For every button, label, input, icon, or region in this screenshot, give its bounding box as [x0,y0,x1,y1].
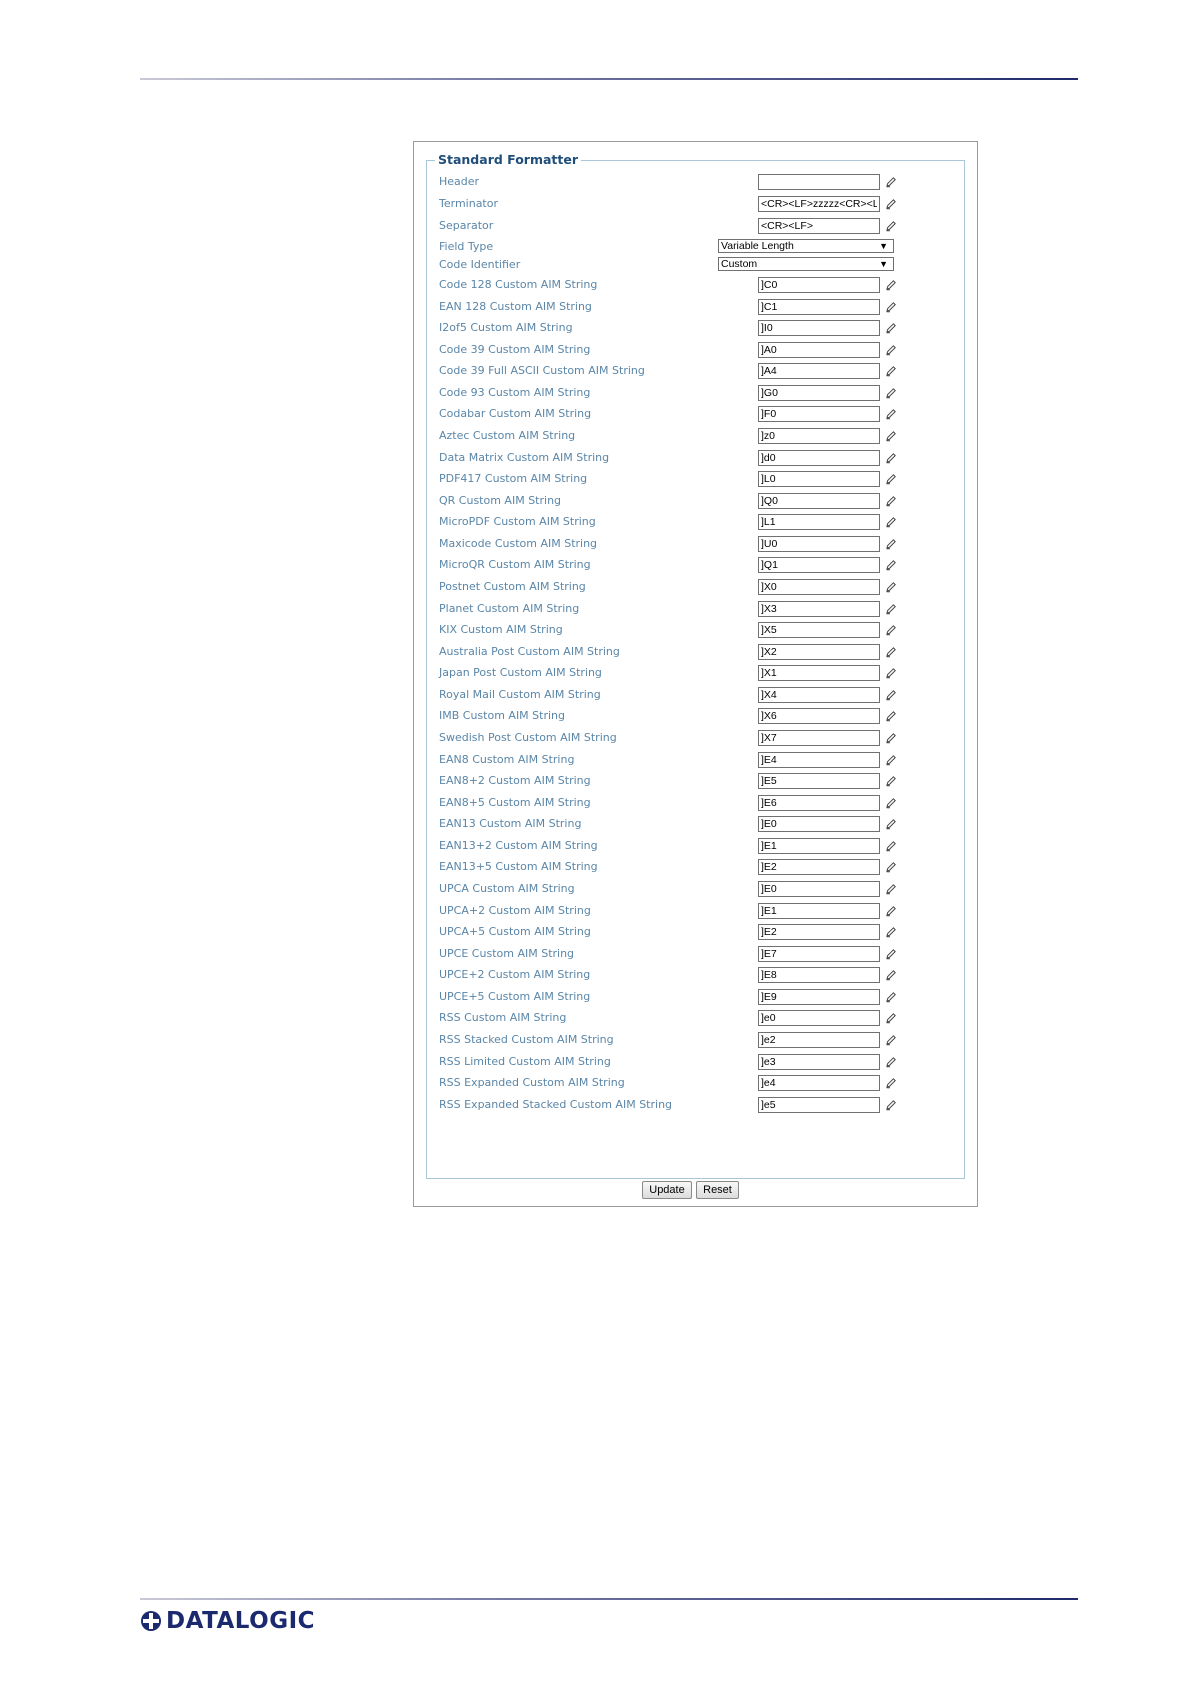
pencil-icon[interactable] [885,1034,897,1046]
aim-string-label: Code 93 Custom AIM String [439,386,591,399]
header-rule [140,78,1078,80]
aim-string-input[interactable] [758,795,880,811]
pencil-icon[interactable] [885,991,897,1003]
aim-string-input[interactable] [758,363,880,379]
aim-string-input[interactable] [758,730,880,746]
pencil-icon[interactable] [885,754,897,766]
aim-string-label: EAN8+2 Custom AIM String [439,774,591,787]
aim-string-label: Codabar Custom AIM String [439,407,592,420]
aim-string-row [427,836,966,856]
aim-string-label: UPCE+5 Custom AIM String [439,990,591,1003]
pencil-icon[interactable] [885,279,897,291]
aim-string-row [427,642,966,662]
aim-string-row [427,491,966,511]
aim-string-label: RSS Custom AIM String [439,1011,567,1024]
triangle-down-icon: ▼ [879,259,888,269]
pencil-icon[interactable] [885,861,897,873]
aim-string-row [427,426,966,446]
aim-string-input[interactable] [758,622,880,638]
pencil-icon[interactable] [885,797,897,809]
aim-string-row [427,750,966,770]
aim-string-row [427,1030,966,1050]
aim-string-input[interactable] [758,1054,880,1070]
pencil-icon[interactable] [885,220,897,232]
aim-string-row [427,599,966,619]
aim-string-input[interactable] [758,816,880,832]
pencil-icon[interactable] [885,689,897,701]
separator-input[interactable] [758,218,880,234]
pencil-icon[interactable] [885,538,897,550]
field-type-select[interactable] [718,239,894,253]
pencil-icon[interactable] [885,473,897,485]
aim-string-row [427,469,966,489]
datalogic-logo [140,1606,315,1636]
aim-string-row [427,901,966,921]
pencil-icon[interactable] [885,1077,897,1089]
code-identifier-select[interactable] [718,257,894,271]
pencil-icon[interactable] [885,1056,897,1068]
pencil-icon[interactable] [885,387,897,399]
pencil-icon[interactable] [885,969,897,981]
footer-rule [140,1598,1078,1600]
pencil-icon[interactable] [885,646,897,658]
pencil-icon[interactable] [885,516,897,528]
aim-string-label: Royal Mail Custom AIM String [439,688,601,701]
aim-string-label: UPCE Custom AIM String [439,947,575,960]
pencil-icon[interactable] [885,452,897,464]
field-type-row [427,237,966,257]
pencil-icon[interactable] [885,408,897,420]
aim-string-row [427,793,966,813]
aim-string-label: KIX Custom AIM String [439,623,563,636]
update-button[interactable]: Update [642,1181,692,1199]
aim-string-row [427,404,966,424]
pencil-icon[interactable] [885,1012,897,1024]
pencil-icon[interactable] [885,883,897,895]
aim-string-row [427,965,966,985]
pencil-icon[interactable] [885,818,897,830]
aim-string-input[interactable] [758,773,880,789]
pencil-icon[interactable] [885,198,897,210]
aim-string-row [427,814,966,834]
aim-string-input[interactable] [758,450,880,466]
code-identifier-selected: Custom [721,258,758,270]
aim-string-label: MicroPDF Custom AIM String [439,515,596,528]
aim-string-input[interactable] [758,838,880,854]
datalogic-logo-mark-icon [140,1610,162,1632]
aim-string-label: QR Custom AIM String [439,494,562,507]
fieldset-legend: Standard Formatter [435,150,581,170]
pencil-icon[interactable] [885,926,897,938]
separator-row [427,216,966,236]
aim-string-row [427,857,966,877]
pencil-icon[interactable] [885,301,897,313]
pencil-icon[interactable] [885,559,897,571]
pencil-icon[interactable] [885,430,897,442]
aim-string-row [427,448,966,468]
aim-string-label: IMB Custom AIM String [439,709,566,722]
aim-string-input[interactable] [758,665,880,681]
pencil-icon[interactable] [885,322,897,334]
header-input[interactable] [758,174,880,190]
aim-string-label: Code 128 Custom AIM String [439,278,598,291]
aim-string-input[interactable] [758,967,880,983]
aim-string-input[interactable] [758,299,880,315]
aim-string-input[interactable] [758,406,880,422]
aim-string-label: EAN13+5 Custom AIM String [439,860,598,873]
aim-string-input[interactable] [758,277,880,293]
aim-string-label: EAN13+2 Custom AIM String [439,839,598,852]
standard-formatter-panel [413,141,978,1207]
aim-string-input[interactable] [758,946,880,962]
aim-string-row [427,706,966,726]
pencil-icon[interactable] [885,365,897,377]
aim-string-row [427,577,966,597]
aim-string-input[interactable] [758,924,880,940]
aim-string-input[interactable] [758,557,880,573]
aim-string-input[interactable] [758,1032,880,1048]
terminator-row [427,194,966,214]
aim-string-input[interactable] [758,644,880,660]
aim-string-label: Planet Custom AIM String [439,602,580,615]
pencil-icon[interactable] [885,667,897,679]
aim-string-label: Aztec Custom AIM String [439,429,576,442]
aim-string-label: EAN 128 Custom AIM String [439,300,592,313]
pencil-icon[interactable] [885,775,897,787]
aim-string-label: Postnet Custom AIM String [439,580,586,593]
aim-string-row [427,512,966,532]
aim-string-row [427,361,966,381]
aim-string-input[interactable] [758,1075,880,1091]
pencil-icon[interactable] [885,495,897,507]
aim-string-label: I2of5 Custom AIM String [439,321,573,334]
aim-string-input[interactable] [758,1097,880,1113]
aim-string-input[interactable] [758,471,880,487]
pencil-icon[interactable] [885,710,897,722]
header-row [427,172,966,192]
aim-string-row [427,728,966,748]
aim-string-input[interactable] [758,687,880,703]
aim-string-row [427,340,966,360]
reset-button[interactable]: Reset [696,1181,739,1199]
aim-string-label: EAN8 Custom AIM String [439,753,575,766]
aim-string-input[interactable] [758,579,880,595]
aim-string-label: EAN8+5 Custom AIM String [439,796,591,809]
aim-string-input[interactable] [758,320,880,336]
aim-string-input[interactable] [758,903,880,919]
aim-string-row [427,944,966,964]
aim-string-label: MicroQR Custom AIM String [439,558,591,571]
logo-text: DATALOGIC [166,1608,316,1634]
aim-string-label: RSS Expanded Custom AIM String [439,1076,625,1089]
aim-string-row [427,1073,966,1093]
aim-string-input[interactable] [758,989,880,1005]
pencil-icon[interactable] [885,840,897,852]
aim-string-row [427,620,966,640]
aim-string-label: UPCE+2 Custom AIM String [439,968,591,981]
aim-string-row [427,1095,966,1115]
pencil-icon[interactable] [885,1099,897,1111]
pencil-icon[interactable] [885,603,897,615]
separator-label: Separator [439,219,494,232]
aim-string-label: RSS Stacked Custom AIM String [439,1033,614,1046]
aim-string-row [427,1052,966,1072]
aim-string-row [427,318,966,338]
aim-string-input[interactable] [758,601,880,617]
aim-string-row [427,879,966,899]
aim-string-row [427,771,966,791]
pencil-icon[interactable] [885,905,897,917]
pencil-icon[interactable] [885,581,897,593]
aim-string-input[interactable] [758,385,880,401]
aim-string-row [427,922,966,942]
aim-string-label: Australia Post Custom AIM String [439,645,620,658]
aim-string-row [427,275,966,295]
aim-string-input[interactable] [758,1010,880,1026]
standard-formatter-fieldset [426,152,965,1179]
aim-string-label: EAN13 Custom AIM String [439,817,582,830]
aim-string-row [427,987,966,1007]
aim-string-input[interactable] [758,708,880,724]
aim-string-label: Data Matrix Custom AIM String [439,451,610,464]
aim-string-label: Code 39 Full ASCII Custom AIM String [439,364,645,377]
aim-string-input[interactable] [758,859,880,875]
field-type-selected: Variable Length [721,240,794,252]
aim-string-label: RSS Limited Custom AIM String [439,1055,611,1068]
aim-string-input[interactable] [758,536,880,552]
aim-string-input[interactable] [758,514,880,530]
aim-string-label: Code 39 Custom AIM String [439,343,591,356]
pencil-icon[interactable] [885,344,897,356]
pencil-icon[interactable] [885,624,897,636]
aim-string-label: Japan Post Custom AIM String [439,666,602,679]
aim-string-label: UPCA+5 Custom AIM String [439,925,591,938]
triangle-down-icon: ▼ [879,241,888,251]
aim-string-label: RSS Expanded Stacked Custom AIM String [439,1098,673,1111]
header-label: Header [439,175,480,188]
pencil-icon[interactable] [885,948,897,960]
pencil-icon[interactable] [885,732,897,744]
aim-string-row [427,555,966,575]
terminator-input[interactable] [758,196,880,212]
code-identifier-row [427,255,966,275]
terminator-label: Terminator [439,197,498,210]
aim-string-label: Swedish Post Custom AIM String [439,731,617,744]
aim-string-label: Maxicode Custom AIM String [439,537,598,550]
aim-string-row [427,383,966,403]
aim-string-row [427,534,966,554]
pencil-icon[interactable] [885,176,897,188]
code-identifier-label: Code Identifier [439,258,521,271]
aim-string-input[interactable] [758,493,880,509]
aim-string-input[interactable] [758,752,880,768]
aim-string-label: UPCA+2 Custom AIM String [439,904,591,917]
aim-string-input[interactable] [758,342,880,358]
field-type-label: Field Type [439,240,494,253]
aim-string-label: PDF417 Custom AIM String [439,472,588,485]
aim-string-row [427,685,966,705]
aim-string-input[interactable] [758,881,880,897]
aim-string-row [427,663,966,683]
aim-string-label: UPCA Custom AIM String [439,882,575,895]
aim-string-row [427,1008,966,1028]
aim-string-row [427,297,966,317]
aim-string-input[interactable] [758,428,880,444]
